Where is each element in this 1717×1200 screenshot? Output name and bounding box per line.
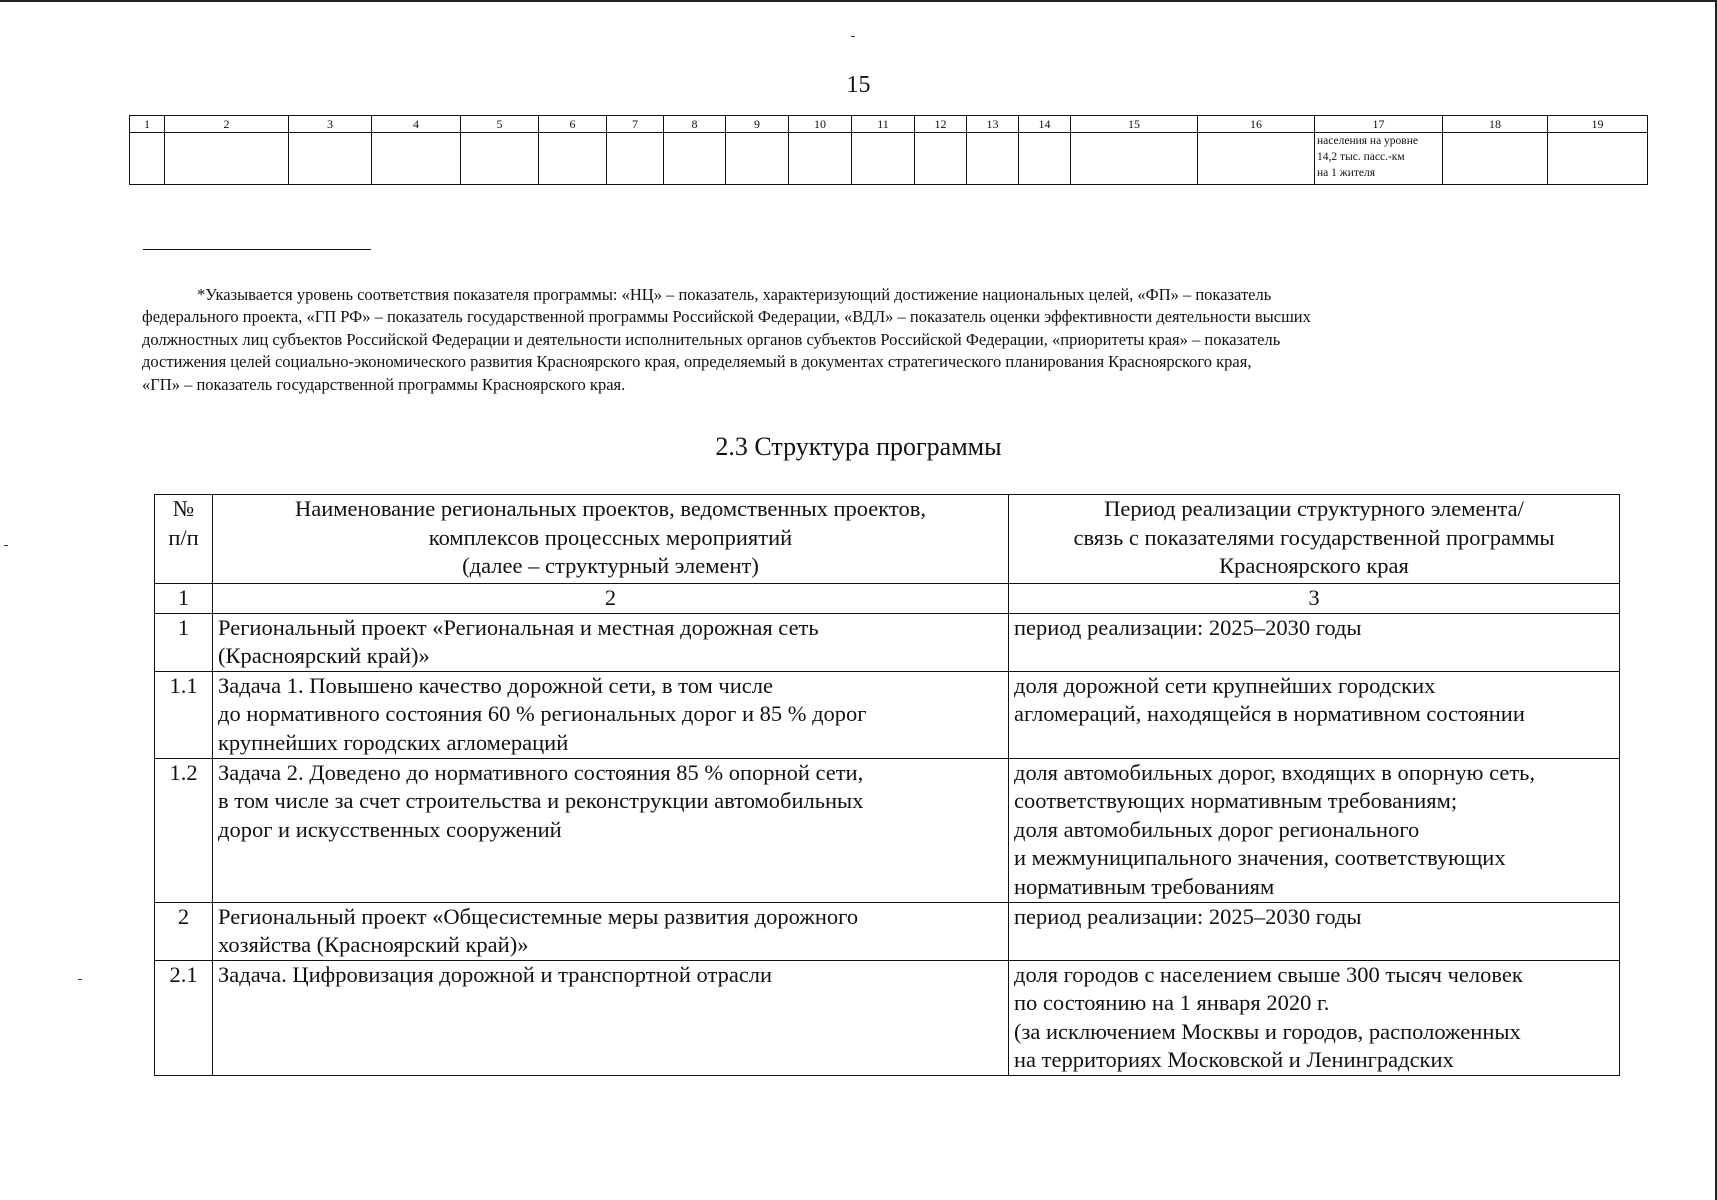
- empty-cell: [607, 133, 664, 185]
- row-number: 1.2: [155, 758, 213, 902]
- column-number: 3: [1009, 584, 1620, 614]
- footnote-line: достижения целей социально-экономического развития Красноярского края, определяемый в документах стратегического планирования Красноярского края,: [142, 352, 1252, 372]
- element-info: период реализации: 2025–2030 годы: [1009, 902, 1620, 960]
- column-number: 10: [789, 116, 852, 133]
- row-number: 1.1: [155, 671, 213, 758]
- cell-line: 14,2 тыс. пасс.-км: [1317, 151, 1405, 163]
- column-number: 16: [1198, 116, 1315, 133]
- element-name: Задача 1. Повышено качество дорожной сети, в том числе до нормативного состояния 60 % региональных дорог и 85 % дорог крупнейших городских агломераций: [213, 671, 1009, 758]
- column-number: 3: [289, 116, 372, 133]
- table-row: [155, 960, 1620, 1075]
- table-row: [155, 758, 1620, 902]
- empty-cell: [967, 133, 1019, 185]
- header-period: Период реализации структурного элемента/ связь с показателями государственной программы Красноярского края: [1009, 495, 1620, 584]
- continuation-table: [129, 115, 1648, 185]
- table-row: [155, 902, 1620, 960]
- empty-cell: [289, 133, 372, 185]
- program-structure-table: [154, 494, 1620, 1076]
- empty-cell: [1443, 133, 1548, 185]
- empty-cell: [1548, 133, 1648, 185]
- column-number: 12: [915, 116, 967, 133]
- empty-cell: [915, 133, 967, 185]
- column-number: 1: [130, 116, 165, 133]
- footnote-separator: [143, 249, 371, 250]
- column-number: 7: [607, 116, 664, 133]
- footnote-line: должностных лиц субъектов Российской Федерации и деятельности исполнительных органов субъектов Российской Федерации, «приоритеты края» – показатель: [142, 329, 1281, 349]
- element-name: Задача. Цифровизация дорожной и транспортной отрасли: [213, 960, 1009, 1075]
- empty-cell: [372, 133, 461, 185]
- column-number: 14: [1019, 116, 1071, 133]
- empty-cell: [539, 133, 607, 185]
- footnote-line: федерального проекта, «ГП РФ» – показатель государственной программы Российской Федерации, «ВДЛ» – показатель оценки эффективности деятельности высших: [142, 307, 1311, 327]
- cell-line: населения на уровне: [1317, 135, 1418, 147]
- column-number: 19: [1548, 116, 1648, 133]
- table-row: [130, 133, 1648, 185]
- column-number: 18: [1443, 116, 1548, 133]
- column-number: 5: [461, 116, 539, 133]
- indicator-target-cell: [1315, 133, 1443, 185]
- empty-cell: [130, 133, 165, 185]
- column-number: 13: [967, 116, 1019, 133]
- section-title: 2.3 Структура программы: [715, 432, 1002, 461]
- column-number: 15: [1071, 116, 1198, 133]
- scan-speck: [851, 36, 855, 37]
- element-info: доля дорожной сети крупнейших городских агломераций, находящейся в нормативном состоянии: [1009, 671, 1620, 758]
- header-number: № п/п: [155, 495, 213, 584]
- column-number: 17: [1315, 116, 1443, 133]
- column-number: 8: [664, 116, 726, 133]
- footnote-line: «ГП» – показатель государственной программы Красноярского края.: [142, 374, 626, 394]
- column-number-row: [155, 584, 1620, 614]
- element-name: Региональный проект «Общесистемные меры развития дорожного хозяйства (Красноярский край)»: [213, 902, 1009, 960]
- column-number: 2: [213, 584, 1009, 614]
- empty-cell: [789, 133, 852, 185]
- empty-cell: [1198, 133, 1315, 185]
- element-info: период реализации: 2025–2030 годы: [1009, 613, 1620, 671]
- empty-cell: [852, 133, 915, 185]
- column-number: 2: [165, 116, 289, 133]
- row-number: 2.1: [155, 960, 213, 1075]
- element-name: Задача 2. Доведено до нормативного состояния 85 % опорной сети, в том числе за счет строительства и реконструкции автомобильных дорог и искусственных сооружений: [213, 758, 1009, 902]
- footnote: [142, 284, 1629, 396]
- column-number: 6: [539, 116, 607, 133]
- column-number: 11: [852, 116, 915, 133]
- scan-speck: [78, 979, 82, 980]
- table-row: [155, 671, 1620, 758]
- row-number: 1: [155, 613, 213, 671]
- scan-top-edge: [0, 0, 1717, 2]
- cell-line: на 1 жителя: [1317, 167, 1376, 179]
- scan-speck: [4, 545, 8, 546]
- element-info: доля городов с населением свыше 300 тысяч человек по состоянию на 1 января 2020 г. (за исключением Москвы и городов, расположенных на территориях Московской и Ленинградских: [1009, 960, 1620, 1075]
- empty-cell: [461, 133, 539, 185]
- table-row: [155, 613, 1620, 671]
- column-number-row: [130, 116, 1648, 133]
- empty-cell: [726, 133, 789, 185]
- empty-cell: [165, 133, 289, 185]
- empty-cell: [1071, 133, 1198, 185]
- empty-cell: [664, 133, 726, 185]
- table-header-row: [155, 495, 1620, 584]
- column-number: 4: [372, 116, 461, 133]
- element-info: доля автомобильных дорог, входящих в опорную сеть, соответствующих нормативным требованиям; доля автомобильных дорог регионального и межмуниципального значения, соответствующих нормативным требованиям: [1009, 758, 1620, 902]
- column-number: 1: [155, 584, 213, 614]
- page-number: 15: [846, 72, 871, 98]
- footnote-line: *Указывается уровень соответствия показателя программы: «НЦ» – показатель, характеризующий достижение национальных целей, «ФП» – показатель: [197, 285, 1272, 304]
- header-name: Наименование региональных проектов, ведомственных проектов, комплексов процессных мероприятий (далее – структурный элемент): [213, 495, 1009, 584]
- row-number: 2: [155, 902, 213, 960]
- empty-cell: [1019, 133, 1071, 185]
- column-number: 9: [726, 116, 789, 133]
- element-name: Региональный проект «Региональная и местная дорожная сеть (Красноярский край)»: [213, 613, 1009, 671]
